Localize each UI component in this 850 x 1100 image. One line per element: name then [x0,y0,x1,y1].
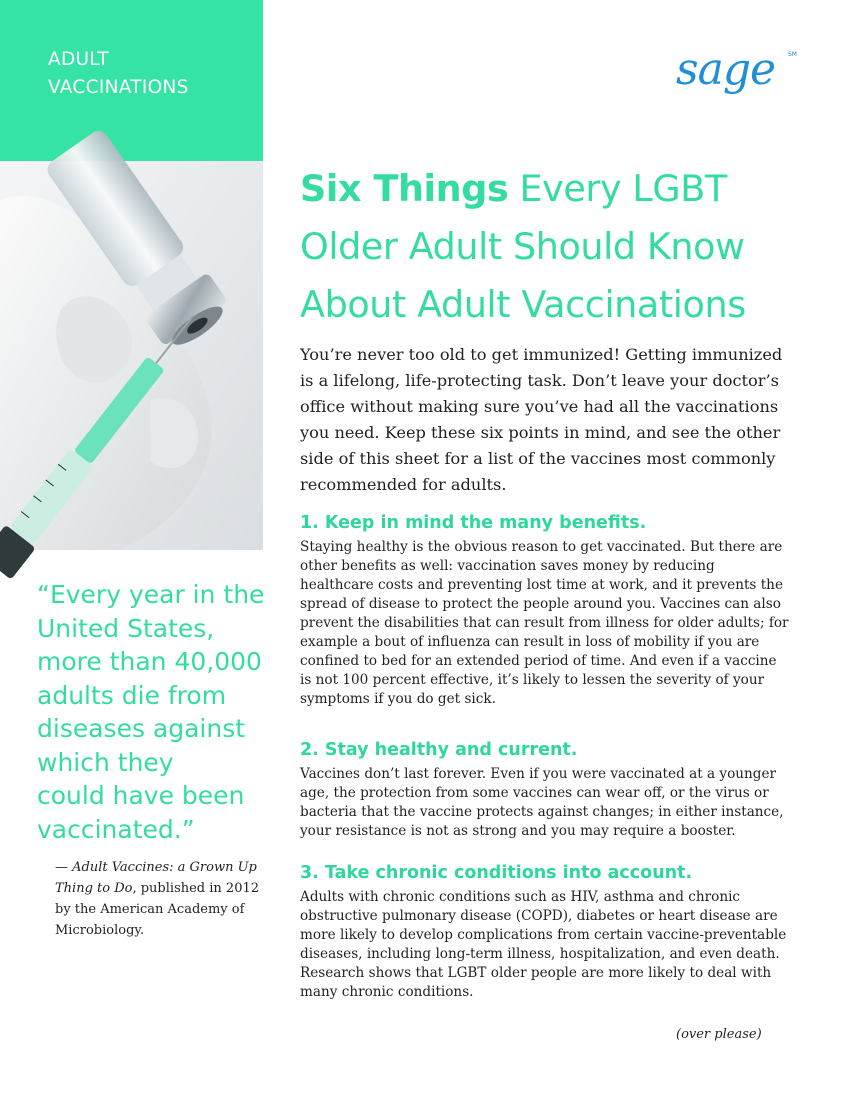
quote-line: could have been [37,781,245,810]
source-title: Adult Vaccines: a Grown Up Thing to Do [55,860,257,896]
quote-line: which they [37,747,174,777]
section-2 [300,738,790,841]
page-title [300,160,820,334]
quote-line: United States, [37,613,215,643]
section-3 [300,861,790,1002]
sage-logo [676,42,796,102]
quote-line: more than 40,000 [37,647,262,676]
svg-text:sage: sage [676,44,776,95]
attribution-prefix: — [55,860,73,875]
section-body: Vaccines don’t last forever. Even if you were vaccinated at a younger age, the protection from some vaccines can wear off, or the virus or bacteria that the vaccine protects against changes; in either instance, your resistance is not as strong and you may require a booster. [300,766,784,839]
quote-attribution [55,857,270,941]
attribution-suffix: , published in 2012 by the American Academy of Microbiology. [55,881,260,938]
quote-line: adults die from [37,680,227,710]
section-heading: 1. Keep in mind the many benefits. [300,513,647,533]
pull-quote [37,578,265,846]
quote-line: “Every year in the [37,580,265,609]
section-body: Adults with chronic conditions such as HIV, asthma and chronic obstructive pulmonary disease (COPD), diabetes or heart disease are more likely to develop complications from certain vaccine-preventable diseases, including long-term illness, hospitalization, and even death. Research shows that LGBT older people are more likely to deal with many chronic conditions. [300,889,787,1000]
section-1 [300,511,790,709]
intro-paragraph: You’re never too old to get immunized! Getting immunized is a lifelong, life-protecting task. Don’t leave your doctor’s office without making sure you’ve had all the vaccinations you need. Keep these six points in mind, and see the other side of this sheet for a list of the vaccines most commonly recommended for adults. [300,345,783,494]
title-bold: Six Things [300,167,509,210]
title-rest: Every LGBT Older Adult Should Know About Adult Vaccinations [300,167,746,326]
quote-line: vaccinated.” [37,814,195,844]
band-label: ADULT VACCINATIONS [48,49,189,98]
svg-text:SM: SM [788,51,797,58]
section-body: Staying healthy is the obvious reason to get vaccinated. But there are other benefits as well: vaccination saves money by reducing healthcare costs and preventing lost time at work, and it prevents the spread of disease to protect the people around you. Vaccines can also prevent the disabilities that can result from illness for older adults; for example a bout of influenza can result in loss of mobility if you are confined to bed for an extended period of time. And even if a vaccine is not 100 percent effective, it’s likely to lessen the severity of your symptoms if you do get sick. [300,539,789,707]
header-band [0,0,263,161]
vaccine-photo [0,161,263,550]
section-heading: 3. Take chronic conditions into account. [300,863,693,883]
section-heading: 2. Stay healthy and current. [300,740,578,760]
quote-line: diseases against [37,714,246,743]
over-please-note: (over please) [676,1027,762,1042]
